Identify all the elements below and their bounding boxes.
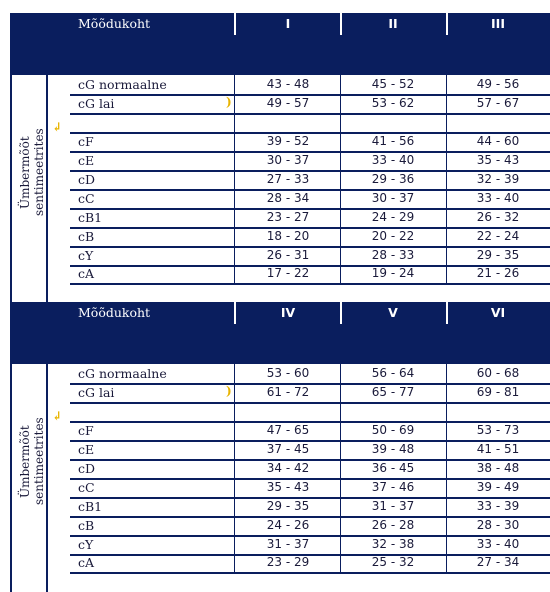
- size-value: 41 - 51: [476, 442, 520, 456]
- row-label: cB1: [78, 210, 103, 225]
- size-value: 35 - 43: [476, 153, 520, 167]
- size-row: [70, 553, 550, 572]
- header-band: [10, 324, 550, 364]
- row-label: cA: [78, 555, 95, 570]
- row-label: cD: [78, 461, 96, 476]
- bracket-mark: ): [226, 95, 232, 109]
- size-value: 18 - 20: [266, 229, 310, 243]
- size-value: 24 - 29: [371, 210, 415, 224]
- table-left-border: [10, 364, 12, 592]
- size-value: 20 - 22: [371, 229, 415, 243]
- size-value: 39 - 52: [266, 134, 310, 148]
- size-row: [70, 208, 550, 227]
- row-label: cG lai: [78, 96, 115, 111]
- size-row: [70, 516, 550, 535]
- size-row: [70, 264, 550, 283]
- size-value: 39 - 48: [371, 442, 415, 456]
- header-size-II: II: [388, 16, 398, 31]
- size-row: [70, 151, 550, 170]
- header-separator: [446, 302, 448, 324]
- size-value: 21 - 26: [476, 266, 520, 280]
- size-value: 25 - 32: [371, 555, 415, 569]
- size-value: 29 - 36: [371, 172, 415, 186]
- size-value: 49 - 56: [476, 77, 520, 91]
- row-divider: [70, 572, 550, 574]
- size-value: 38 - 48: [476, 461, 520, 475]
- size-value: 26 - 28: [371, 518, 415, 532]
- header-size-I: I: [285, 16, 291, 31]
- size-value: 32 - 39: [476, 172, 520, 186]
- table-left-border: [10, 75, 12, 303]
- table-header: [10, 13, 550, 35]
- header-size-V: V: [388, 305, 398, 320]
- row-label: cY: [78, 248, 94, 263]
- arrow-mark: ↲: [52, 120, 63, 134]
- size-value: 33 - 40: [476, 191, 520, 205]
- size-value: 37 - 45: [266, 442, 310, 456]
- row-label: cA: [78, 266, 95, 281]
- size-value: 23 - 29: [266, 555, 310, 569]
- row-label: cG lai: [78, 385, 115, 400]
- size-value: 41 - 56: [371, 134, 415, 148]
- size-value: 60 - 68: [476, 366, 520, 380]
- size-value: 26 - 32: [476, 210, 520, 224]
- size-value: 34 - 42: [266, 461, 310, 475]
- size-value: 17 - 22: [266, 266, 310, 280]
- size-value: 50 - 69: [371, 423, 415, 437]
- size-value: 28 - 30: [476, 518, 520, 532]
- row-label-border: [46, 364, 48, 592]
- row-label: cF: [78, 134, 94, 149]
- size-value: 56 - 64: [371, 366, 415, 380]
- size-value: 22 - 24: [476, 229, 520, 243]
- header-band: [10, 35, 550, 75]
- header-size-III: III: [491, 16, 505, 31]
- header-label: Mõõdukoht: [78, 16, 151, 31]
- size-value: 19 - 24: [371, 266, 415, 280]
- row-label: cC: [78, 480, 95, 495]
- size-value: 57 - 67: [476, 96, 520, 110]
- header-size-IV: IV: [280, 305, 296, 320]
- size-value: 49 - 57: [266, 96, 310, 110]
- size-value: 33 - 40: [371, 153, 415, 167]
- size-value: 24 - 26: [266, 518, 310, 532]
- size-value: 39 - 49: [476, 480, 520, 494]
- size-value: 27 - 34: [476, 555, 520, 569]
- header-separator: [340, 302, 342, 324]
- row-label: cC: [78, 191, 95, 206]
- size-row: [70, 227, 550, 246]
- header-separator: [446, 13, 448, 35]
- size-value: 29 - 35: [266, 499, 310, 513]
- row-divider: [70, 283, 550, 285]
- size-value: 30 - 37: [371, 191, 415, 205]
- size-table: [0, 13, 550, 303]
- size-value: 37 - 46: [371, 480, 415, 494]
- size-value: 35 - 43: [266, 480, 310, 494]
- size-value: 28 - 34: [266, 191, 310, 205]
- size-table: [0, 302, 550, 592]
- size-row: [70, 478, 550, 497]
- row-label: cG normaalne: [78, 366, 167, 381]
- size-row: [70, 132, 550, 151]
- size-value: 33 - 40: [476, 537, 520, 551]
- size-value: 36 - 45: [371, 461, 415, 475]
- size-value: 47 - 65: [266, 423, 310, 437]
- arrow-mark: ↲: [52, 409, 63, 423]
- row-label: cB1: [78, 499, 103, 514]
- size-value: 27 - 33: [266, 172, 310, 186]
- size-row: [70, 459, 550, 478]
- row-label: cE: [78, 442, 95, 457]
- size-row: [70, 535, 550, 554]
- size-row: [70, 421, 550, 440]
- size-value: 30 - 37: [266, 153, 310, 167]
- header-label: Mõõdukoht: [78, 305, 151, 320]
- header-separator: [234, 302, 236, 324]
- size-value: 61 - 72: [266, 385, 310, 399]
- size-value: 31 - 37: [371, 499, 415, 513]
- row-label: cD: [78, 172, 96, 187]
- row-label: cG normaalne: [78, 77, 167, 92]
- size-value: 31 - 37: [266, 537, 310, 551]
- row-label: cB: [78, 229, 95, 244]
- size-value: 45 - 52: [371, 77, 415, 91]
- size-row: [70, 94, 550, 113]
- row-label: cY: [78, 537, 94, 552]
- header-size-VI: VI: [490, 305, 506, 320]
- header-separator: [340, 13, 342, 35]
- spacer-row: [70, 402, 550, 421]
- size-value: 26 - 31: [266, 248, 310, 262]
- size-row: [70, 170, 550, 189]
- row-label: cF: [78, 423, 94, 438]
- header-separator: [234, 13, 236, 35]
- row-label: cB: [78, 518, 95, 533]
- size-row: [70, 189, 550, 208]
- size-value: 29 - 35: [476, 248, 520, 262]
- size-value: 44 - 60: [476, 134, 520, 148]
- size-row: [70, 497, 550, 516]
- bracket-mark: ): [226, 384, 232, 398]
- size-row: [70, 246, 550, 265]
- side-label: Ümbermõõt sentimeetrites: [18, 417, 46, 506]
- size-value: 32 - 38: [371, 537, 415, 551]
- row-label: cE: [78, 153, 95, 168]
- size-value: 53 - 73: [476, 423, 520, 437]
- size-value: 28 - 33: [371, 248, 415, 262]
- size-value: 65 - 77: [371, 385, 415, 399]
- size-row: [70, 364, 550, 383]
- size-value: 53 - 62: [371, 96, 415, 110]
- table-header: [10, 302, 550, 324]
- size-value: 33 - 39: [476, 499, 520, 513]
- size-value: 69 - 81: [476, 385, 520, 399]
- size-row: [70, 440, 550, 459]
- side-label: Ümbermõõt sentimeetrites: [18, 128, 46, 217]
- size-value: 43 - 48: [266, 77, 310, 91]
- size-row: [70, 75, 550, 94]
- size-value: 23 - 27: [266, 210, 310, 224]
- row-label-border: [46, 75, 48, 303]
- size-row: [70, 383, 550, 402]
- spacer-row: [70, 113, 550, 132]
- size-value: 53 - 60: [266, 366, 310, 380]
